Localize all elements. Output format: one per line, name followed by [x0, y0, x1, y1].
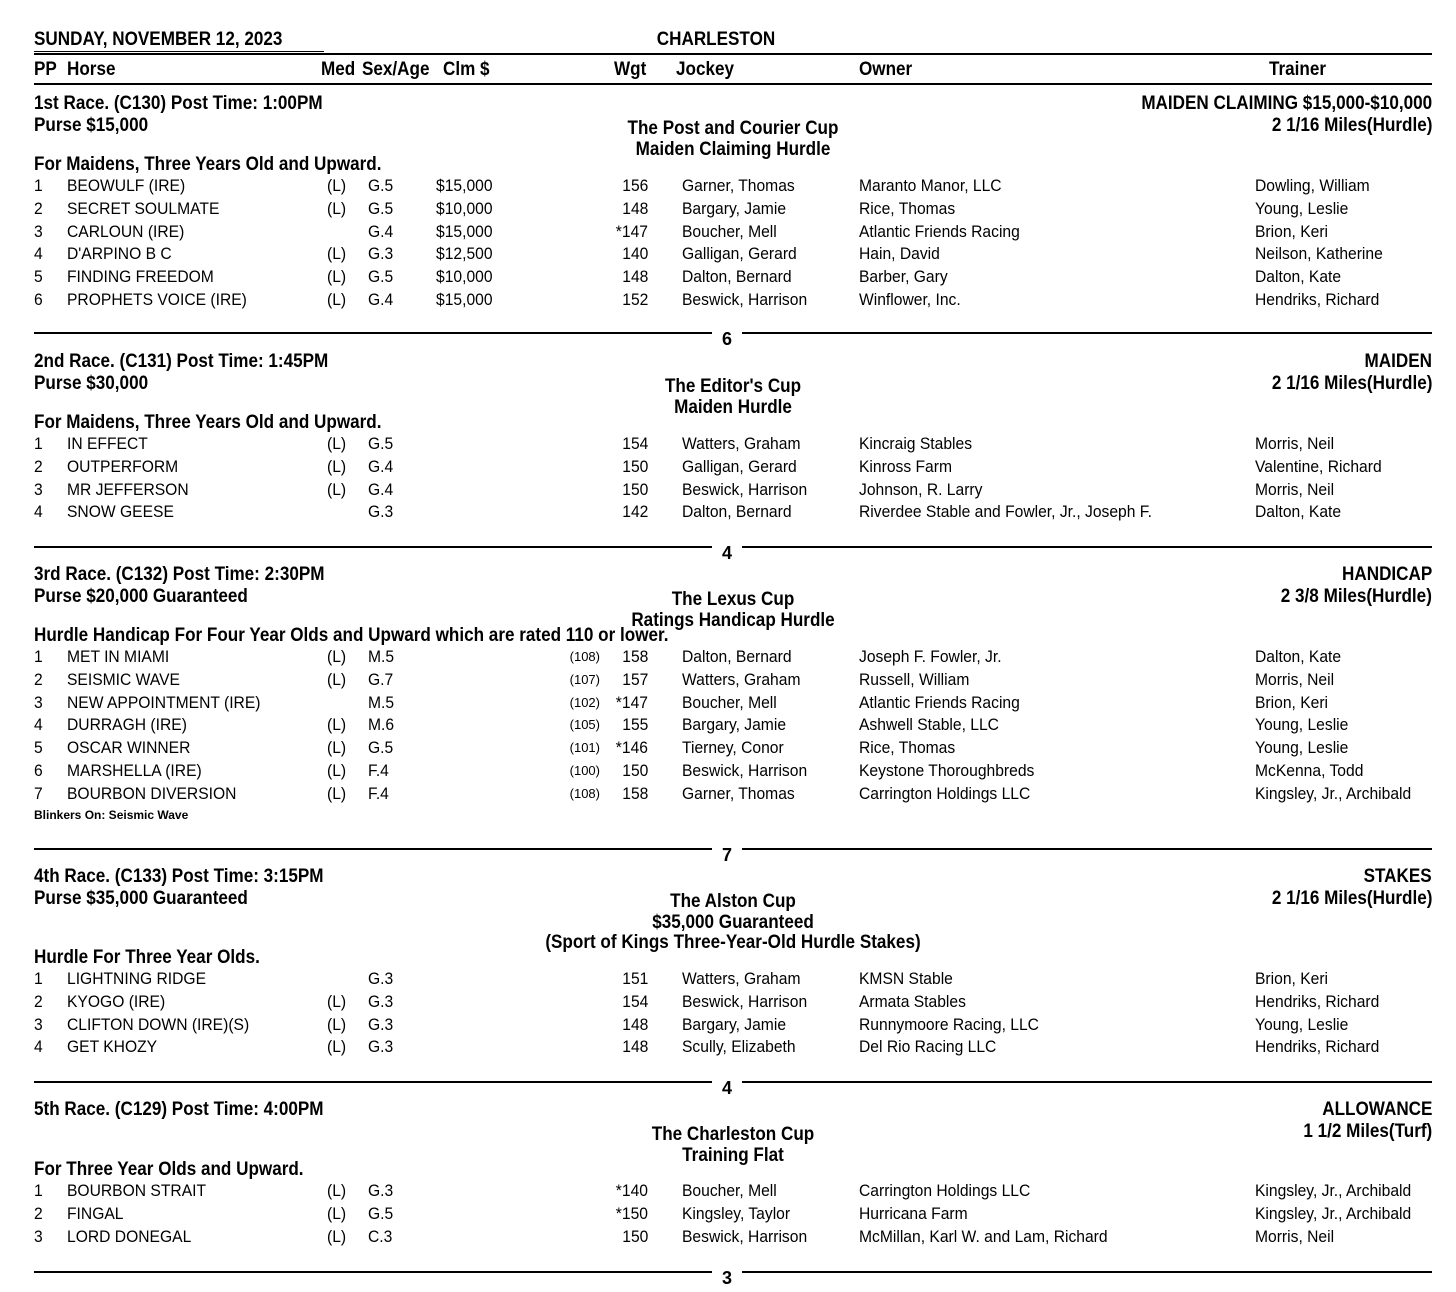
entry-weight: 154 — [621, 434, 648, 453]
entry-horse: D'ARPINO B C — [67, 244, 172, 264]
race-title: 1st Race. (C130) Post Time: 1:00PM — [34, 93, 323, 114]
entry-pp: 2 — [34, 991, 43, 1011]
race-conditions: For Three Year Olds and Upward. — [34, 1159, 304, 1180]
entry-sex-age: G.3 — [368, 969, 394, 988]
entry-horse: IN EFFECT — [67, 434, 148, 453]
entry-jockey: Boucher, Mell — [682, 692, 777, 712]
entry-sex-age: C.3 — [368, 1226, 393, 1246]
race-purse: Purse $35,000 Guaranteed — [34, 888, 248, 909]
header-top-rule — [34, 53, 1432, 55]
entry-jockey: Bargary, Jamie — [682, 1014, 787, 1034]
entry-trainer: Kingsley, Jr., Archibald — [1255, 1181, 1412, 1200]
entry-trainer: Morris, Neil — [1255, 669, 1335, 689]
field-size-count: 3 — [712, 1268, 742, 1289]
entry-owner: Hurricana Farm — [859, 1203, 968, 1223]
entry-jockey: Garner, Thomas — [682, 176, 795, 195]
header-bottom-rule — [34, 83, 1432, 85]
field-size-count: 4 — [712, 543, 742, 564]
entry-trainer: Kingsley, Jr., Archibald — [1255, 1203, 1412, 1223]
entry-medication: (L) — [327, 669, 347, 689]
entry-claim-price: $10,000 — [436, 267, 493, 287]
entry-pp: 3 — [34, 479, 43, 499]
entry-owner: Johnson, R. Larry — [859, 479, 983, 499]
program-date: SUNDAY, NOVEMBER 12, 2023 — [34, 29, 283, 50]
race-type: HANDICAP — [1341, 564, 1432, 585]
entry-sex-age: M.5 — [368, 692, 395, 712]
col-sex-age: Sex/Age — [362, 59, 430, 80]
entry-sex-age: G.4 — [368, 221, 394, 241]
race-distance: 2 1/16 Miles(Hurdle) — [1271, 115, 1432, 136]
entry-jockey: Dalton, Bernard — [682, 647, 792, 666]
entry-medication: (L) — [327, 1203, 347, 1223]
entry-weight: 154 — [621, 991, 648, 1011]
entry-owner: KMSN Stable — [859, 969, 953, 988]
entry-medication: (L) — [327, 198, 347, 218]
entry-horse: OUTPERFORM — [67, 456, 179, 476]
race-name-line: The Editor's Cup — [664, 376, 802, 397]
entry-weight: *147 — [615, 692, 648, 712]
entry-pp: 4 — [34, 502, 43, 522]
race-name-line: The Alston Cup — [670, 891, 796, 912]
col-jockey: Jockey — [676, 59, 735, 80]
race-distance: 2 1/16 Miles(Hurdle) — [1271, 888, 1432, 909]
entry-pp: 2 — [34, 456, 43, 476]
entry-jockey: Watters, Graham — [682, 434, 801, 453]
entry-weight: 148 — [621, 1014, 648, 1034]
entry-weight: 150 — [621, 761, 648, 780]
race-purse: Purse $30,000 — [34, 373, 149, 394]
race-distance: 2 3/8 Miles(Hurdle) — [1280, 586, 1432, 607]
col-med: Med — [321, 59, 356, 80]
race-type: MAIDEN — [1364, 351, 1432, 372]
entry-pp: 3 — [34, 1014, 43, 1034]
entry-pp: 4 — [34, 1037, 43, 1057]
entry-trainer: Dowling, William — [1255, 176, 1370, 195]
col-horse: Horse — [67, 59, 116, 80]
entry-rating: (107) — [569, 671, 600, 687]
race-conditions: Hurdle Handicap For Four Year Olds and Upward which are rated 110 or lower. — [34, 625, 669, 646]
entry-pp: 1 — [34, 647, 43, 666]
entry-medication: (L) — [327, 290, 347, 309]
entry-owner: Runnymoore Racing, LLC — [859, 1014, 1039, 1034]
entry-jockey: Dalton, Bernard — [682, 267, 792, 287]
entry-weight: 150 — [621, 1226, 648, 1246]
entry-trainer: Brion, Keri — [1255, 692, 1329, 712]
entry-trainer: Morris, Neil — [1255, 434, 1335, 453]
entry-trainer: Dalton, Kate — [1255, 267, 1342, 287]
entry-medication: (L) — [327, 434, 347, 453]
entry-horse: SECRET SOULMATE — [67, 198, 220, 218]
entry-claim-price: $12,500 — [436, 244, 493, 264]
race-name-line: Maiden Hurdle — [674, 396, 792, 418]
entry-horse: DURRAGH (IRE) — [67, 715, 187, 735]
entry-pp: 4 — [34, 244, 43, 264]
entry-jockey: Galligan, Gerard — [682, 456, 797, 476]
entry-owner: Rice, Thomas — [859, 198, 956, 218]
entry-jockey: Beswick, Harrison — [682, 479, 808, 499]
entry-trainer: Brion, Keri — [1255, 969, 1329, 988]
entry-claim-price: $15,000 — [436, 176, 493, 195]
entry-weight: 148 — [621, 267, 648, 287]
race-name-line: The Charleston Cup — [651, 1124, 815, 1145]
race-name-line: The Lexus Cup — [671, 589, 795, 610]
entry-sex-age: G.5 — [368, 176, 394, 195]
entry-weight: 158 — [621, 647, 648, 666]
entry-pp: 1 — [34, 969, 43, 988]
race-name-line: Training Flat — [682, 1144, 784, 1166]
race-type: MAIDEN CLAIMING $15,000-$10,000 — [1141, 93, 1432, 114]
entry-sex-age: G.7 — [368, 669, 394, 689]
entry-rating: (100) — [569, 763, 600, 778]
entry-pp: 5 — [34, 738, 43, 758]
entry-jockey: Beswick, Harrison — [682, 761, 808, 780]
entry-pp: 6 — [34, 290, 43, 309]
entry-owner: Barber, Gary — [859, 267, 948, 287]
entry-pp: 7 — [34, 783, 43, 803]
entry-weight: *147 — [615, 221, 648, 241]
entry-weight: 156 — [621, 176, 648, 195]
race-name-line: The Post and Courier Cup — [627, 118, 839, 139]
entry-pp: 5 — [34, 267, 43, 287]
race-conditions: Hurdle For Three Year Olds. — [34, 947, 260, 968]
entry-horse: MARSHELLA (IRE) — [67, 761, 202, 780]
entry-trainer: Morris, Neil — [1255, 1226, 1335, 1246]
field-size-count: 4 — [712, 1078, 742, 1099]
entry-jockey: Beswick, Harrison — [682, 991, 808, 1011]
col-owner: Owner — [859, 59, 913, 80]
entry-owner: Atlantic Friends Racing — [859, 692, 1020, 712]
entry-jockey: Beswick, Harrison — [682, 1226, 808, 1246]
entry-trainer: Brion, Keri — [1255, 221, 1329, 241]
entry-sex-age: G.3 — [368, 1037, 394, 1057]
entry-horse: LIGHTNING RIDGE — [67, 969, 207, 988]
entry-horse: MR JEFFERSON — [67, 479, 189, 499]
entry-trainer: Dalton, Kate — [1255, 502, 1342, 522]
race-conditions: For Maidens, Three Years Old and Upward. — [34, 412, 382, 433]
entry-pp: 2 — [34, 198, 43, 218]
entry-weight: 150 — [621, 456, 648, 476]
entry-medication: (L) — [327, 647, 347, 666]
entry-medication: (L) — [327, 1037, 347, 1057]
entry-weight: 140 — [621, 244, 648, 264]
entry-owner: Winflower, Inc. — [859, 290, 961, 309]
race-purse: Purse $20,000 Guaranteed — [34, 586, 248, 607]
entry-medication: (L) — [327, 479, 347, 499]
entry-pp: 1 — [34, 434, 43, 453]
entry-sex-age: G.4 — [368, 456, 394, 476]
entry-trainer: Valentine, Richard — [1255, 456, 1382, 476]
entry-horse: SEISMIC WAVE — [67, 669, 180, 689]
entry-medication: (L) — [327, 715, 347, 735]
entry-owner: Russell, William — [859, 669, 970, 689]
entry-weight: 155 — [621, 715, 648, 735]
entry-weight: 158 — [621, 783, 648, 803]
entry-horse: FINGAL — [67, 1203, 124, 1223]
race-title: 5th Race. (C129) Post Time: 4:00PM — [34, 1099, 324, 1120]
entry-owner: Kinross Farm — [859, 456, 952, 476]
entry-trainer: Kingsley, Jr., Archibald — [1255, 783, 1412, 803]
entry-jockey: Kingsley, Taylor — [682, 1203, 791, 1223]
entry-owner: Kincraig Stables — [859, 434, 973, 453]
col-trainer: Trainer — [1269, 59, 1327, 80]
entry-sex-age: G.3 — [368, 502, 394, 522]
entry-weight: 152 — [621, 290, 648, 309]
entry-trainer: Neilson, Katherine — [1255, 244, 1383, 264]
field-size-count: 7 — [712, 845, 742, 866]
entry-sex-age: M.6 — [368, 715, 395, 735]
entry-rating: (108) — [569, 649, 600, 664]
entry-jockey: Boucher, Mell — [682, 221, 777, 241]
entry-owner: Atlantic Friends Racing — [859, 221, 1020, 241]
entry-horse: PROPHETS VOICE (IRE) — [67, 290, 247, 309]
entry-jockey: Dalton, Bernard — [682, 502, 792, 522]
entry-horse: MET IN MIAMI — [67, 647, 170, 666]
entry-weight: 157 — [621, 669, 648, 689]
entry-pp: 2 — [34, 1203, 43, 1223]
entry-jockey: Boucher, Mell — [682, 1181, 777, 1200]
date-underline — [34, 51, 324, 52]
entry-medication: (L) — [327, 738, 347, 758]
entry-weight: 148 — [621, 1037, 648, 1057]
race-type: ALLOWANCE — [1321, 1099, 1432, 1120]
entry-pp: 1 — [34, 176, 43, 195]
entry-sex-age: F.4 — [368, 761, 389, 780]
entry-owner: Armata Stables — [859, 991, 966, 1011]
entry-sex-age: M.5 — [368, 647, 395, 666]
entry-jockey: Bargary, Jamie — [682, 715, 787, 735]
entry-owner: Joseph F. Fowler, Jr. — [859, 647, 1002, 666]
entry-horse: OSCAR WINNER — [67, 738, 191, 758]
entry-pp: 6 — [34, 761, 43, 780]
race-title: 2nd Race. (C131) Post Time: 1:45PM — [34, 351, 329, 372]
entry-jockey: Scully, Elizabeth — [682, 1037, 796, 1057]
entry-owner: Riverdee Stable and Fowler, Jr., Joseph F. — [859, 502, 1152, 522]
entry-horse: CARLOUN (IRE) — [67, 221, 185, 241]
entry-sex-age: G.5 — [368, 1203, 394, 1223]
entry-trainer: McKenna, Todd — [1255, 761, 1364, 780]
entry-trainer: Hendriks, Richard — [1255, 1037, 1380, 1057]
entry-sex-age: G.5 — [368, 738, 394, 758]
entry-medication: (L) — [327, 761, 347, 780]
entry-jockey: Beswick, Harrison — [682, 290, 808, 309]
entry-sex-age: G.3 — [368, 1181, 394, 1200]
entry-medication: (L) — [327, 176, 347, 195]
entry-medication: (L) — [327, 1014, 347, 1034]
entry-pp: 3 — [34, 1226, 43, 1246]
entry-trainer: Hendriks, Richard — [1255, 991, 1380, 1011]
entry-owner: Del Rio Racing LLC — [859, 1037, 997, 1057]
entry-owner: Keystone Thoroughbreds — [859, 761, 1035, 780]
entry-horse: BEOWULF (IRE) — [67, 176, 186, 195]
col-weight: Wgt — [614, 59, 647, 80]
entry-weight: *150 — [615, 1203, 648, 1223]
entry-horse: NEW APPOINTMENT (IRE) — [67, 692, 261, 712]
entry-weight: 142 — [621, 502, 648, 522]
entry-trainer: Young, Leslie — [1255, 1014, 1349, 1034]
entry-jockey: Bargary, Jamie — [682, 198, 787, 218]
entry-horse: BOURBON DIVERSION — [67, 783, 237, 803]
entry-claim-price: $10,000 — [436, 198, 493, 218]
race-name-line: Ratings Handicap Hurdle — [631, 609, 835, 631]
entry-medication: (L) — [327, 456, 347, 476]
entry-medication: (L) — [327, 267, 347, 287]
entry-pp: 2 — [34, 669, 43, 689]
entry-medication: (L) — [327, 1181, 347, 1200]
race-distance: 1 1/2 Miles(Turf) — [1303, 1121, 1432, 1142]
entry-horse: GET KHOZY — [67, 1037, 158, 1057]
entry-sex-age: G.3 — [368, 991, 394, 1011]
entry-trainer: Young, Leslie — [1255, 738, 1349, 758]
entry-trainer: Young, Leslie — [1255, 715, 1349, 735]
entry-medication: (L) — [327, 783, 347, 803]
entry-pp: 4 — [34, 715, 43, 735]
entry-jockey: Watters, Graham — [682, 969, 801, 988]
entry-sex-age: G.3 — [368, 1014, 394, 1034]
entry-weight: *146 — [615, 738, 648, 758]
entry-jockey: Tierney, Conor — [682, 738, 784, 758]
race-name-line: Maiden Claiming Hurdle — [635, 138, 831, 160]
race-type: STAKES — [1363, 866, 1432, 887]
entry-trainer: Hendriks, Richard — [1255, 290, 1380, 309]
race-title: 3rd Race. (C132) Post Time: 2:30PM — [34, 564, 325, 585]
entry-claim-price: $15,000 — [436, 221, 493, 241]
entry-medication: (L) — [327, 244, 347, 264]
entry-rating: (101) — [569, 740, 600, 756]
entry-horse: BOURBON STRAIT — [67, 1181, 207, 1200]
entry-claim-price: $15,000 — [436, 290, 493, 309]
entry-weight: 150 — [621, 479, 648, 499]
entry-horse: CLIFTON DOWN (IRE)(S) — [67, 1014, 250, 1034]
entry-sex-age: G.4 — [368, 479, 394, 499]
entry-sex-age: F.4 — [368, 783, 389, 803]
race-name-line: $35,000 Guaranteed — [652, 911, 814, 933]
entry-pp: 3 — [34, 221, 43, 241]
entry-rating: (108) — [569, 785, 600, 801]
race-note: Blinkers On: Seismic Wave — [34, 808, 189, 822]
race-name-line: (Sport of Kings Three-Year-Old Hurdle Stakes) — [545, 932, 921, 953]
col-pp: PP — [34, 59, 57, 80]
entry-sex-age: G.4 — [368, 290, 394, 309]
entry-sex-age: G.5 — [368, 267, 394, 287]
col-claim: Clm $ — [443, 59, 490, 80]
race-purse: Purse $15,000 — [34, 115, 149, 136]
entry-trainer: Young, Leslie — [1255, 198, 1349, 218]
entry-pp: 1 — [34, 1181, 43, 1200]
race-title: 4th Race. (C133) Post Time: 3:15PM — [34, 866, 324, 887]
entry-jockey: Garner, Thomas — [682, 783, 795, 803]
entry-owner: Maranto Manor, LLC — [859, 176, 1002, 195]
entry-horse: SNOW GEESE — [67, 502, 174, 522]
entry-pp: 3 — [34, 692, 43, 712]
entry-weight: *140 — [615, 1181, 648, 1200]
entry-rating: (105) — [569, 717, 600, 733]
field-size-count: 6 — [712, 329, 742, 350]
entry-jockey: Watters, Graham — [682, 669, 801, 689]
entry-sex-age: G.5 — [368, 434, 394, 453]
entry-owner: Carrington Holdings LLC — [859, 783, 1031, 803]
entry-medication: (L) — [327, 991, 347, 1011]
entry-owner: McMillan, Karl W. and Lam, Richard — [859, 1226, 1108, 1246]
entry-horse: KYOGO (IRE) — [67, 991, 166, 1011]
entry-medication: (L) — [327, 1226, 347, 1246]
entry-owner: Ashwell Stable, LLC — [859, 715, 999, 735]
entry-horse: LORD DONEGAL — [67, 1226, 192, 1246]
entry-weight: 151 — [621, 969, 648, 988]
race-conditions: For Maidens, Three Years Old and Upward. — [34, 154, 382, 175]
track-name: CHARLESTON — [656, 29, 776, 50]
entry-horse: FINDING FREEDOM — [67, 267, 214, 287]
entry-rating: (102) — [569, 694, 600, 710]
entry-sex-age: G.3 — [368, 244, 394, 264]
race-distance: 2 1/16 Miles(Hurdle) — [1271, 373, 1432, 394]
entry-sex-age: G.5 — [368, 198, 394, 218]
entry-owner: Hain, David — [859, 244, 940, 264]
entry-owner: Rice, Thomas — [859, 738, 956, 758]
entry-trainer: Dalton, Kate — [1255, 647, 1342, 666]
entry-weight: 148 — [621, 198, 648, 218]
entry-trainer: Morris, Neil — [1255, 479, 1335, 499]
entry-jockey: Galligan, Gerard — [682, 244, 797, 264]
entry-owner: Carrington Holdings LLC — [859, 1181, 1031, 1200]
